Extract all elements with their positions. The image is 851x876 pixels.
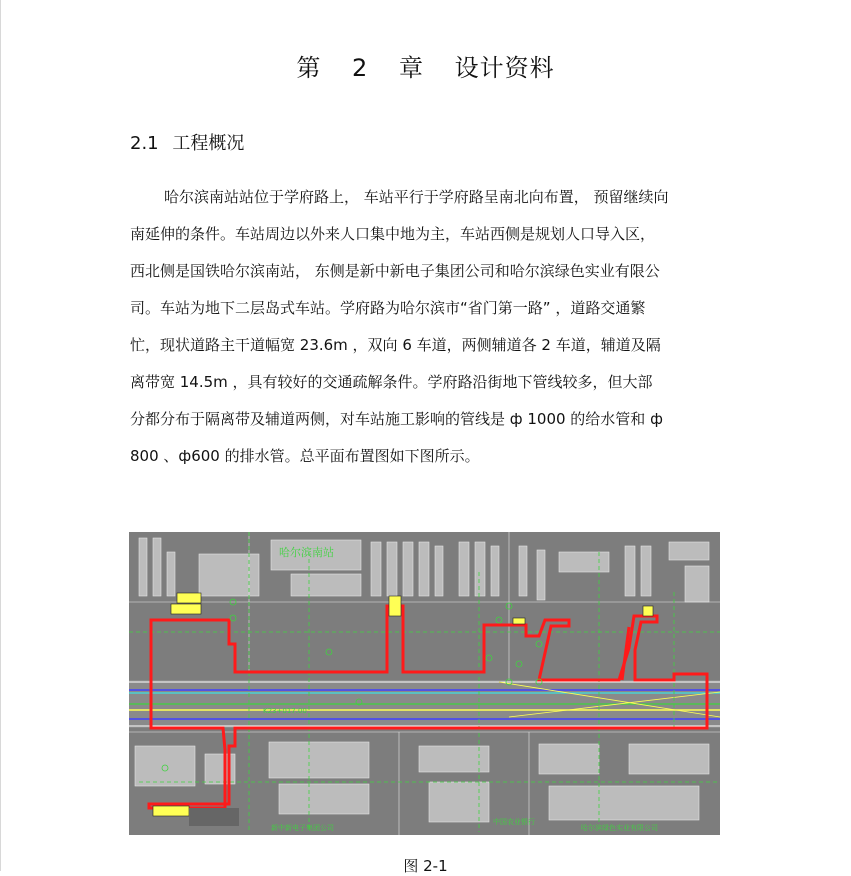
label-station-name: 哈尔滨南站 (279, 546, 334, 559)
paragraph-line: 哈尔滨南站站位于学府路上， 车站平行于学府路呈南北向布置， 预留继续向 (164, 188, 669, 206)
paragraph-line: 离带宽 14.5m ，具有较好的交通疏解条件。学府路沿街地下管线较多，但大部 (130, 373, 653, 391)
south-structure (189, 808, 239, 826)
page-edge (0, 0, 1, 871)
body-paragraph (130, 179, 720, 475)
section-title: 2.1 工程概况 (130, 133, 245, 154)
paragraph-line: 800 、ф600 的排水管。总平面布置图如下图所示。 (130, 447, 480, 465)
label-company-east: 哈尔滨绿色实业有限公司 (581, 824, 658, 832)
chapter-title: 第 2 章 设计资料 (296, 54, 555, 82)
paragraph-line: 分都分布于隔离带及辅道两侧，对车站施工影响的管线是 ф 1000 的给水管和 ф (130, 410, 663, 428)
site-plan-drawing (129, 532, 720, 835)
paragraph-line: 西北侧是国铁哈尔滨南站， 东侧是新中新电子集团公司和哈尔滨绿色实业有限公 (130, 262, 660, 280)
label-company-west: 新中新电子集团公司 (271, 824, 334, 832)
entrance-pad-top (177, 593, 201, 603)
site-plan-figure (129, 532, 720, 835)
paragraph-line: 南延伸的条件。车站周边以外来人口集中地为主，车站西侧是规划人口导入区， (130, 225, 656, 243)
label-company-mid: 中国农业银行 (493, 818, 535, 826)
paragraph-line: 忙，现状道路主干道幅宽 23.6m ，双向 6 车道，两侧辅道各 2 车道，辅道及隔 (130, 336, 661, 354)
paragraph-line: 司。车站为地下二层岛式车站。学府路为哈尔滨市“省门第一路” ，道路交通繁 (130, 299, 646, 317)
label-road-marker: K23+017.00 (263, 707, 307, 715)
figure-caption: 图 2-1 (403, 857, 448, 875)
